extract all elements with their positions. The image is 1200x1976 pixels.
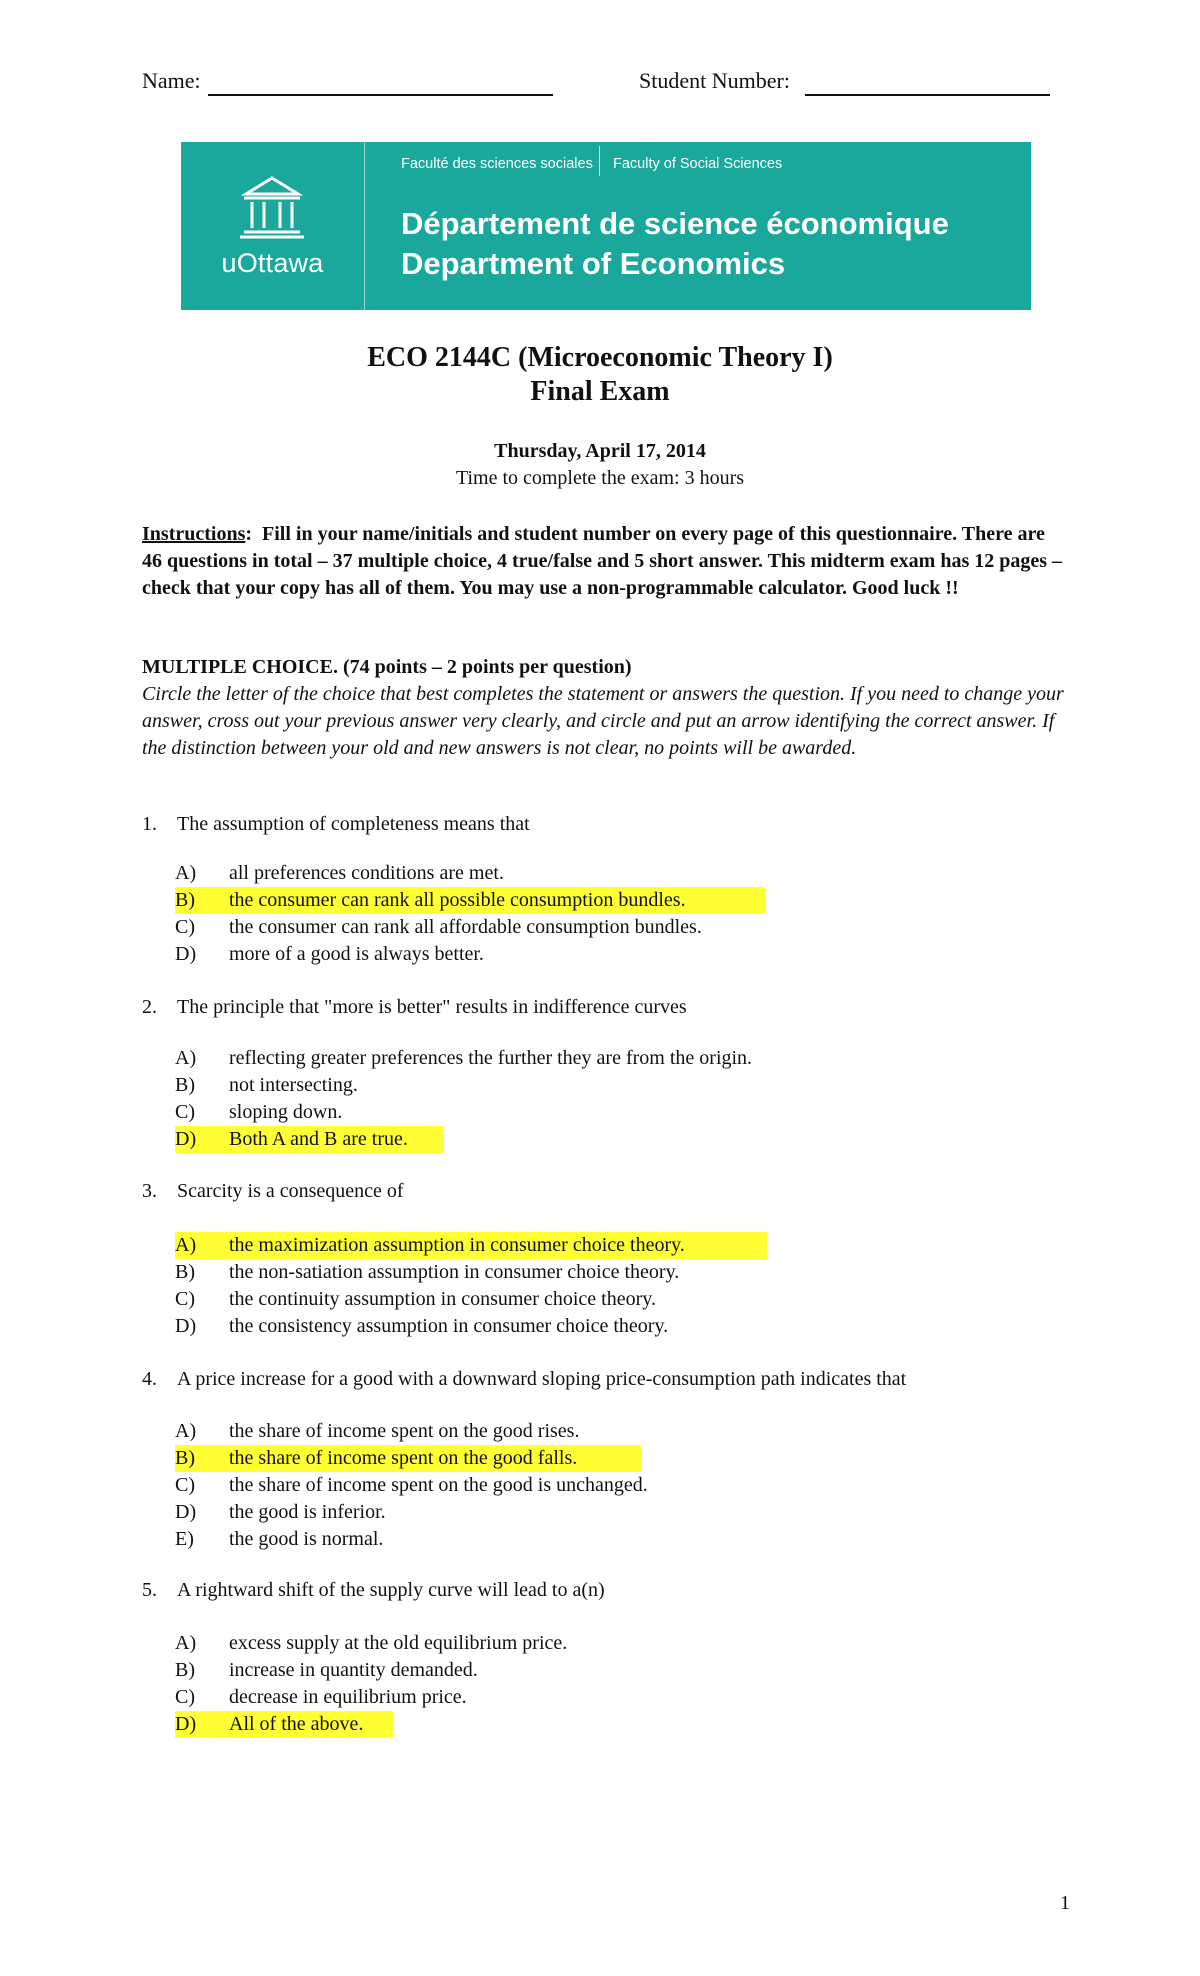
name-student-bar <box>142 68 1062 98</box>
question-number: 1. <box>142 813 157 835</box>
question-text: The assumption of completeness means that <box>177 813 530 835</box>
question-number: 4. <box>142 1368 157 1390</box>
option-letter: D) <box>175 1501 197 1523</box>
question-text: The principle that "more is better" results in indifference curves <box>177 996 687 1018</box>
exam-duration: Time to complete the exam: 3 hours <box>455 467 745 489</box>
question-number: 2. <box>142 996 157 1018</box>
option-text: increase in quantity demanded. <box>229 1659 478 1681</box>
option-text: not intersecting. <box>229 1074 358 1096</box>
option-text: more of a good is always better. <box>229 943 484 965</box>
option-text: All of the above. <box>229 1713 364 1735</box>
option-text: the share of income spent on the good rises. <box>229 1420 580 1442</box>
option-letter: C) <box>175 1101 195 1123</box>
option-text: the good is normal. <box>229 1528 384 1550</box>
option-letter: A) <box>175 1632 197 1654</box>
student-number-label: Student Number: <box>639 68 790 93</box>
option-letter: C) <box>175 1686 195 1708</box>
instructions: Instructions: Fill in your name/initials and student number on every page of this questionnaire. There are 46 questions in total – 37 multiple choice, 4 true/false and 5 short answer. This midterm exam has 12 pages – check that your copy has all of them. You may use a non-programmable calculator. Good luck !! <box>142 523 1063 599</box>
option-letter: A) <box>175 862 197 884</box>
question-text: Scarcity is a consequence of <box>177 1180 404 1202</box>
name-field-line[interactable] <box>208 94 553 96</box>
option-1b-answer-highlight[interactable] <box>175 887 765 914</box>
question-number: 3. <box>142 1180 157 1202</box>
faculty-french: Faculté des sciences sociales <box>401 156 593 172</box>
option-letter: D) <box>175 1315 197 1337</box>
option-letter: B) <box>175 1261 195 1283</box>
option-letter: D) <box>175 1128 197 1150</box>
department-banner <box>181 142 1031 310</box>
question-number: 5. <box>142 1579 157 1601</box>
option-letter: A) <box>175 1047 197 1069</box>
option-letter: B) <box>175 889 195 911</box>
faculty-english: Faculty of Social Sciences <box>613 156 783 172</box>
option-letter: B) <box>175 1074 195 1096</box>
option-text: excess supply at the old equilibrium price. <box>229 1632 568 1654</box>
option-text: the non-satiation assumption in consumer choice theory. <box>229 1261 680 1283</box>
student-number-field-line[interactable] <box>805 94 1050 96</box>
option-letter: C) <box>175 1474 195 1496</box>
instructions-text: Fill in your name/initials and student number on every page of this questionnaire. There are 46 questions in total – 37 multiple choice, 4 true/false and 5 short answer. This midterm exam has 12 pages – check that your copy has all of them. You may use a non-programmable calculator. Good luck !! <box>142 523 1063 599</box>
page-number: 1 <box>1060 1892 1070 1914</box>
question-text: A price increase for a good with a downward sloping price-consumption path indicates that <box>177 1368 907 1390</box>
option-letter: D) <box>175 943 197 965</box>
option-text: sloping down. <box>229 1101 343 1123</box>
option-4b-answer-highlight[interactable] <box>175 1445 641 1472</box>
option-text: the consistency assumption in consumer choice theory. <box>229 1315 669 1337</box>
instructions-label: Instructions <box>142 523 246 545</box>
option-text: the consumer can rank all affordable consumption bundles. <box>229 916 702 938</box>
banner-divider <box>364 142 365 310</box>
department-french: Département de science économique <box>401 206 949 241</box>
option-5d-answer-highlight[interactable] <box>175 1711 393 1738</box>
option-text: the continuity assumption in consumer choice theory. <box>229 1288 656 1310</box>
department-english: Department of Economics <box>401 246 786 281</box>
exam-type: Final Exam <box>530 376 670 407</box>
course-title: ECO 2144C (Microeconomic Theory I) <box>367 342 833 373</box>
option-letter: A) <box>175 1420 197 1442</box>
option-2d-answer-highlight[interactable] <box>175 1126 443 1153</box>
option-letter: A) <box>175 1234 197 1256</box>
option-text: decrease in equilibrium price. <box>229 1686 467 1708</box>
uottawa-building-icon <box>236 170 308 242</box>
option-text: reflecting greater preferences the further they are from the origin. <box>229 1047 753 1069</box>
section-heading: MULTIPLE CHOICE. (74 points – 2 points per question) <box>142 656 632 678</box>
option-letter: E) <box>175 1528 194 1550</box>
name-label: Name: <box>142 68 201 93</box>
option-letter: C) <box>175 1288 195 1310</box>
option-text: the maximization assumption in consumer choice theory. <box>229 1234 685 1256</box>
option-text: the share of income spent on the good falls. <box>229 1447 578 1469</box>
option-letter: C) <box>175 916 195 938</box>
option-text: the consumer can rank all possible consumption bundles. <box>229 889 686 911</box>
exam-date: Thursday, April 17, 2014 <box>494 440 706 462</box>
option-text: Both A and B are true. <box>229 1128 408 1150</box>
option-text: the good is inferior. <box>229 1501 386 1523</box>
option-text: the share of income spent on the good is unchanged. <box>229 1474 648 1496</box>
faculty-divider <box>599 146 600 176</box>
option-letter: B) <box>175 1447 195 1469</box>
option-letter: B) <box>175 1659 195 1681</box>
option-letter: D) <box>175 1713 197 1735</box>
option-text: all preferences conditions are met. <box>229 862 504 884</box>
question-text: A rightward shift of the supply curve will lead to a(n) <box>177 1579 605 1601</box>
section-directions: Circle the letter of the choice that best completes the statement or answers the question. If you need to change your answer, cross out your previous answer very clearly, and circle and put an arrow identifying the correct answer. If the distinction between your old and new answers is not clear, no points will be awarded. <box>142 683 1064 759</box>
option-3a-answer-highlight[interactable] <box>175 1232 767 1259</box>
uottawa-logo-text: uOttawa <box>221 248 324 278</box>
